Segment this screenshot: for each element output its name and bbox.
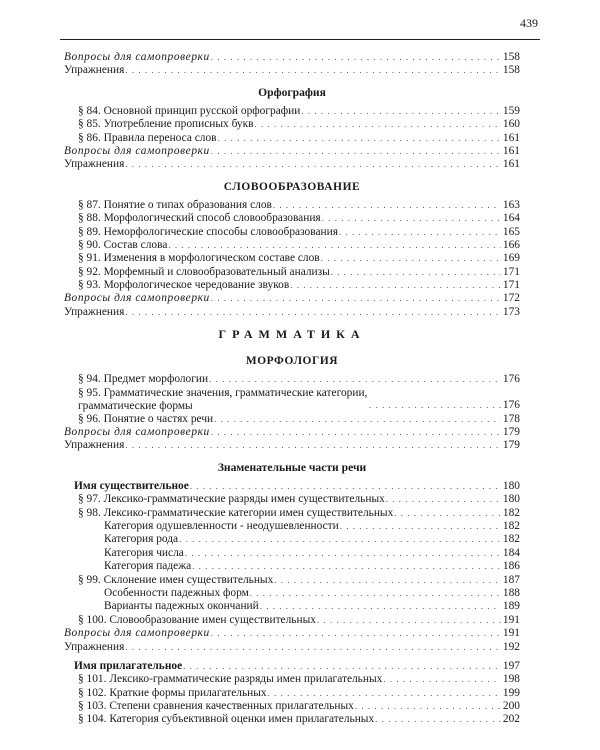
dot-leader [274, 574, 501, 587]
toc-entry-page: 184 [502, 546, 520, 559]
toc-entry-title: Категория одушевленности - неодушевленности [104, 519, 339, 532]
toc-entry-title: § 100. Словообразование имен существительных [78, 613, 316, 626]
dot-leader [211, 426, 501, 439]
toc-entry-title: § 98. Лексико-грамматические категории имен существительных [78, 506, 394, 519]
toc-entry[interactable] [64, 292, 520, 305]
toc-entry-title: Вопросы для самопроверки [64, 292, 210, 305]
toc-entry[interactable] [64, 266, 520, 279]
toc-entry-title: § 90. Состав слова [78, 238, 168, 251]
dot-leader [250, 587, 501, 600]
dot-leader [268, 687, 501, 700]
toc-entry[interactable] [64, 145, 520, 158]
dot-leader [273, 199, 501, 212]
toc-entry-title: Упражнения [64, 439, 125, 452]
toc-entry-page: 179 [502, 426, 520, 439]
table-of-contents [64, 51, 520, 727]
toc-entry-page: 173 [502, 305, 520, 318]
dot-leader [125, 158, 501, 171]
dot-leader [168, 239, 501, 252]
toc-entry[interactable] [64, 480, 520, 493]
dot-leader [183, 660, 501, 673]
dot-leader [355, 700, 501, 713]
dot-leader [394, 507, 501, 520]
dot-leader [190, 480, 501, 493]
toc-entry-page: 189 [502, 600, 520, 613]
toc-entry-page: 165 [502, 225, 520, 238]
toc-entry-title: § 92. Морфемный и словообразовательный анализы [78, 265, 330, 278]
toc-entry[interactable] [64, 520, 520, 533]
toc-entry[interactable] [64, 279, 520, 292]
toc-entry-title: Вопросы для самопроверки [64, 627, 210, 640]
toc-entry[interactable] [64, 199, 520, 212]
toc-entry[interactable] [64, 252, 520, 265]
toc-entry[interactable] [64, 700, 520, 713]
dot-leader [369, 399, 501, 412]
toc-entry-title: § 103. Степени сравнения качественных прилагательных [78, 700, 354, 713]
toc-entry[interactable] [64, 600, 520, 613]
toc-entry[interactable] [64, 387, 520, 413]
dot-leader [185, 547, 501, 560]
toc-heading: МОРФОЛОГИЯ [245, 355, 339, 368]
toc-entry-page: 191 [502, 627, 520, 640]
toc-entry-title: § 99. Склонение имен существительных [78, 573, 274, 586]
toc-entry[interactable] [64, 687, 520, 700]
toc-entry-page: 200 [502, 700, 520, 713]
toc-entry-title: Категория падежа [104, 560, 192, 573]
toc-entry[interactable] [64, 51, 520, 64]
toc-heading: СЛОВООБРАЗОВАНИЕ [223, 180, 361, 193]
toc-entry[interactable] [64, 713, 520, 726]
toc-entry-title: Категория рода [104, 533, 179, 546]
dot-leader [125, 64, 501, 77]
toc-entry-page: 163 [502, 198, 520, 211]
toc-entry-page: 192 [502, 640, 520, 653]
toc-entry-page: 197 [502, 659, 520, 672]
dot-leader [375, 713, 501, 726]
toc-heading: Знаменательные части речи [217, 460, 367, 474]
toc-entry-title: Вопросы для самопроверки [64, 51, 210, 63]
toc-entry[interactable] [64, 132, 520, 145]
toc-entry[interactable] [64, 614, 520, 627]
dot-leader [214, 413, 501, 426]
toc-entry[interactable] [64, 493, 520, 506]
toc-entry-title: § 85. Употребление прописных букв [78, 118, 254, 131]
toc-heading: ГРАММАТИКА [218, 327, 366, 342]
toc-entry-page: 178 [502, 412, 520, 425]
dot-leader [179, 533, 501, 546]
dot-leader [211, 292, 501, 305]
toc-entry[interactable] [64, 560, 520, 573]
toc-entry[interactable] [64, 627, 520, 640]
toc-entry-page: 182 [502, 519, 520, 532]
dot-leader [209, 373, 501, 386]
header-rule [60, 39, 540, 40]
dot-leader [211, 51, 501, 64]
dot-leader [260, 600, 501, 613]
toc-entry-page: 182 [502, 533, 520, 546]
dot-leader [339, 226, 501, 239]
toc-entry-page: 159 [502, 104, 520, 117]
dot-leader [331, 266, 501, 279]
dot-leader [321, 252, 501, 265]
page-number: 439 [520, 16, 538, 30]
toc-entry[interactable] [64, 212, 520, 225]
toc-entry-page: 169 [502, 252, 520, 265]
toc-entry[interactable] [64, 64, 520, 77]
toc-entry-page: 161 [502, 131, 520, 144]
toc-entry-title: Вопросы для самопроверки [64, 144, 210, 157]
toc-entry-title: § 91. Изменения в морфологическом составе слов [78, 252, 320, 265]
toc-entry-title: § 88. Морфологический способ словообразования [78, 212, 321, 225]
toc-entry-title: § 104. Категория субъективной оценки имен прилагательных [78, 713, 375, 726]
toc-entry-page: 188 [502, 586, 520, 599]
toc-entry-title: Упражнения [64, 640, 125, 653]
dot-leader [301, 105, 501, 118]
toc-entry-title: § 94. Предмет морфологии [78, 373, 209, 386]
toc-entry-page: 199 [502, 686, 520, 699]
toc-entry[interactable] [64, 507, 520, 520]
toc-entry-page: 180 [502, 493, 520, 506]
toc-entry-page: 172 [502, 292, 520, 305]
toc-entry-page: 187 [502, 573, 520, 586]
toc-entry-page: 158 [502, 64, 520, 77]
toc-entry-title: Особенности падежных форм [104, 586, 249, 599]
toc-entry[interactable] [64, 587, 520, 600]
toc-entry-page: 161 [502, 158, 520, 171]
toc-entry-title: Имя прилагательное [74, 659, 183, 672]
toc-entry[interactable] [64, 413, 520, 426]
dot-leader [125, 306, 501, 319]
toc-entry-page: 171 [502, 265, 520, 278]
toc-entry[interactable] [64, 158, 520, 171]
dot-leader [218, 132, 501, 145]
dot-leader [211, 145, 501, 158]
dot-leader [125, 641, 501, 654]
toc-entry-title: Упражнения [64, 305, 125, 318]
dot-leader [383, 673, 501, 686]
toc-entry-title: § 86. Правила переноса слов [78, 131, 217, 144]
toc-entry-page: 179 [502, 439, 520, 452]
dot-leader [255, 118, 501, 131]
toc-entry-page: 176 [502, 399, 520, 412]
toc-entry[interactable] [64, 426, 520, 439]
toc-entry-title: § 89. Неморфологические способы словообразования [78, 225, 338, 238]
toc-entry-page: 171 [502, 279, 520, 292]
toc-entry-page: 166 [502, 238, 520, 251]
toc-entry[interactable] [64, 306, 520, 319]
toc-heading: Орфография [258, 85, 326, 99]
toc-entry[interactable] [64, 105, 520, 118]
toc-entry[interactable] [64, 373, 520, 386]
dot-leader [317, 614, 501, 627]
toc-entry[interactable] [64, 547, 520, 560]
toc-entry-title: § 97. Лексико-грамматические разряды имен существительных [78, 493, 385, 506]
toc-entry-title: § 96. Понятие о частях речи [78, 412, 214, 425]
toc-entry-title: § 93. Морфологическое чередование звуков [78, 279, 290, 292]
dot-leader [192, 560, 501, 573]
toc-entry-page: 198 [502, 673, 520, 686]
dot-leader [290, 279, 501, 292]
toc-entry-title: § 102. Краткие формы прилагательных [78, 686, 267, 699]
toc-entry[interactable] [64, 660, 520, 673]
toc-entry-page: 158 [502, 51, 520, 63]
toc-entry-page: 160 [502, 118, 520, 131]
toc-entry-page: 186 [502, 560, 520, 573]
toc-entry-title: Вопросы для самопроверки [64, 426, 210, 439]
toc-entry-page: 182 [502, 506, 520, 519]
toc-entry[interactable] [64, 226, 520, 239]
toc-entry-title: § 84. Основной принцип русской орфографии [78, 104, 301, 117]
toc-entry[interactable] [64, 533, 520, 546]
toc-entry-title: § 95. Грамматические значения, грамматические категории, грамматические формы [78, 386, 368, 412]
toc-entry[interactable] [64, 118, 520, 131]
toc-entry-page: 164 [502, 212, 520, 225]
toc-entry[interactable] [64, 574, 520, 587]
toc-entry-page: 161 [502, 144, 520, 157]
dot-leader [211, 627, 501, 640]
toc-entry-page: 180 [502, 479, 520, 492]
toc-entry[interactable] [64, 439, 520, 452]
toc-entry-title: Упражнения [64, 158, 125, 171]
toc-entry[interactable] [64, 673, 520, 686]
toc-entry-title: Упражнения [64, 64, 125, 77]
toc-entry[interactable] [64, 641, 520, 654]
dot-leader [340, 520, 501, 533]
toc-entry-page: 202 [502, 713, 520, 726]
toc-entry-title: Имя существительное [74, 479, 189, 492]
toc-entry-title: Категория числа [104, 546, 184, 559]
dot-leader [125, 439, 501, 452]
toc-entry-page: 176 [502, 373, 520, 386]
dot-leader [386, 493, 501, 506]
toc-entry[interactable] [64, 239, 520, 252]
toc-entry-page: 191 [502, 613, 520, 626]
dot-leader [322, 212, 501, 225]
toc-entry-title: Варианты падежных окончаний [104, 600, 259, 613]
toc-entry-title: § 87. Понятие о типах образования слов [78, 198, 272, 211]
toc-entry-title: § 101. Лексико-грамматические разряды имен прилагательных [78, 673, 383, 686]
